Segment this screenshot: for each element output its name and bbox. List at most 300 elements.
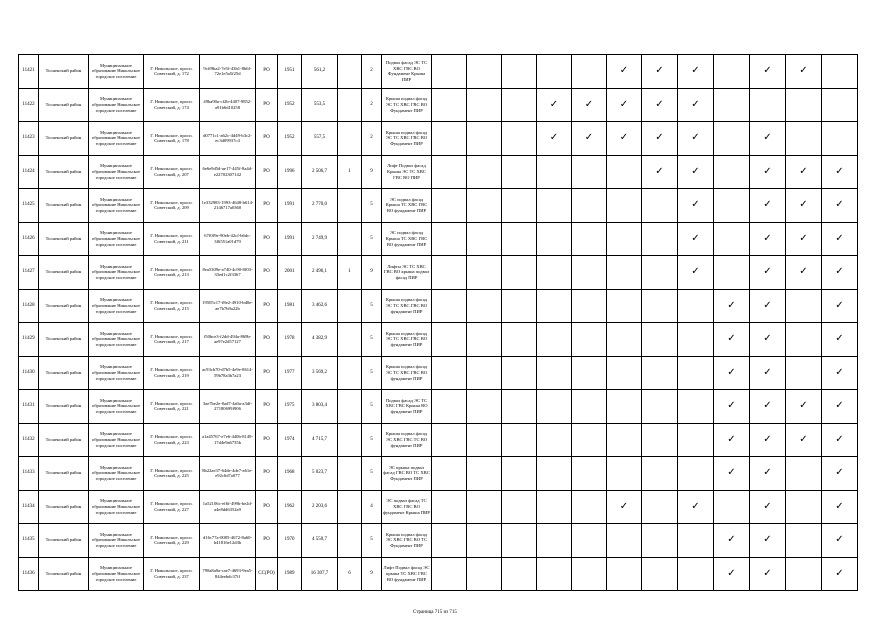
- district-cell: Тосненский район: [39, 289, 89, 323]
- empty-cell: [607, 356, 642, 390]
- empty-cell: [502, 222, 537, 256]
- check-icon: ✓: [750, 122, 786, 156]
- empty-cell: [467, 222, 502, 256]
- municipality-cell: Муниципальное образование Никольское городское поселение: [89, 390, 144, 424]
- empty-cell: [714, 88, 750, 122]
- district-cell: Тосненский район: [39, 490, 89, 524]
- check-icon: ✓: [642, 122, 678, 156]
- district-cell: Тосненский район: [39, 122, 89, 156]
- works-cell: ЭС подвал фасад Крыша ТС ХВС ГВС ВО фундамент ПИР: [382, 189, 432, 223]
- check-icon: ✓: [714, 423, 750, 457]
- address-cell: Г. Никольское, просп. Советский, д. 209: [144, 189, 200, 223]
- empty-cell: [502, 323, 537, 357]
- row-number: 11435: [19, 524, 39, 558]
- area-cell: 2 203,6: [302, 490, 338, 524]
- district-cell: Тосненский район: [39, 557, 89, 591]
- row-number: 11424: [19, 155, 39, 189]
- area-cell: 4 550,7: [302, 524, 338, 558]
- floors-max-cell: 5: [362, 356, 382, 390]
- floors-max-cell: 5: [362, 222, 382, 256]
- area-cell: 561,2: [302, 55, 338, 89]
- empty-cell: [607, 323, 642, 357]
- check-icon: ✓: [607, 55, 642, 89]
- check-icon: ✓: [750, 557, 786, 591]
- address-cell: Г. Никольское, просп. Советский, д. 178: [144, 122, 200, 156]
- guid-cell: f50bce3-f2dd-494a-869b-ae97e2d57127: [200, 323, 256, 357]
- works-cell: Подвал фасад ЭС ТС ХВС ГВС ВО Фундамент Крыша ПИР: [382, 55, 432, 89]
- check-icon: ✓: [822, 457, 858, 491]
- empty-cell: [467, 557, 502, 591]
- empty-cell: [432, 457, 467, 491]
- district-cell: Тосненский район: [39, 423, 89, 457]
- table-row: [19, 524, 858, 558]
- empty-cell: [537, 356, 572, 390]
- area-cell: 2 770,0: [302, 189, 338, 223]
- table-row: [19, 222, 858, 256]
- empty-cell: [432, 88, 467, 122]
- empty-cell: [714, 256, 750, 290]
- check-icon: ✓: [822, 557, 858, 591]
- floors-max-cell: 9: [362, 256, 382, 290]
- form-cell: СС(РО): [256, 557, 278, 591]
- row-number: 11427: [19, 256, 39, 290]
- empty-cell: [750, 88, 786, 122]
- row-number: 11423: [19, 122, 39, 156]
- municipality-cell: Муниципальное образование Никольское городское поселение: [89, 155, 144, 189]
- check-icon: ✓: [822, 524, 858, 558]
- area-cell: 5 023,7: [302, 457, 338, 491]
- check-icon: ✓: [750, 323, 786, 357]
- form-cell: РО: [256, 222, 278, 256]
- address-cell: Г. Никольское, просп. Советский, д. 227: [144, 490, 200, 524]
- empty-cell: [786, 122, 822, 156]
- empty-cell: [432, 524, 467, 558]
- table-row: [19, 155, 858, 189]
- works-cell: Крыша подвал фасад ЭС ТС ХВС ГВС ВО фундамент ПИР: [382, 323, 432, 357]
- guid-cell: 8ea5309e-a740-4c90-8f03-33ed1c2f3367: [200, 256, 256, 290]
- municipality-cell: Муниципальное образование Никольское городское поселение: [89, 356, 144, 390]
- floors-max-cell: 5: [362, 524, 382, 558]
- works-cell: Лифт Подвал фасад Крыша ЭС ТС ХВС ГВС ВО ПИР: [382, 155, 432, 189]
- empty-cell: [432, 390, 467, 424]
- municipality-cell: Муниципальное образование Никольское городское поселение: [89, 55, 144, 89]
- municipality-cell: Муниципальное образование Никольское городское поселение: [89, 423, 144, 457]
- check-icon: ✓: [750, 55, 786, 89]
- floors-max-cell: 2: [362, 88, 382, 122]
- check-icon: ✓: [822, 289, 858, 323]
- area-cell: 16 307,7: [302, 557, 338, 591]
- year-cell: 1951: [278, 55, 302, 89]
- empty-cell: [537, 189, 572, 223]
- form-cell: РО: [256, 189, 278, 223]
- floors-max-cell: 2: [362, 122, 382, 156]
- address-cell: Г. Никольское, просп. Советский, д. 219: [144, 356, 200, 390]
- empty-cell: [822, 55, 858, 89]
- address-cell: Г. Никольское, просп. Советский, д. 217: [144, 323, 200, 357]
- empty-cell: [714, 189, 750, 223]
- address-cell: Г. Никольское, просп. Советский, д. 213: [144, 256, 200, 290]
- form-cell: РО: [256, 55, 278, 89]
- check-icon: ✓: [822, 390, 858, 424]
- check-icon: ✓: [786, 222, 822, 256]
- floors-min-cell: [338, 88, 362, 122]
- empty-cell: [642, 524, 678, 558]
- check-icon: ✓: [822, 189, 858, 223]
- row-number: 11426: [19, 222, 39, 256]
- empty-cell: [537, 222, 572, 256]
- form-cell: РО: [256, 88, 278, 122]
- empty-cell: [467, 490, 502, 524]
- floors-max-cell: 5: [362, 457, 382, 491]
- municipality-cell: Муниципальное образование Никольское городское поселение: [89, 256, 144, 290]
- address-cell: Г. Никольское, просп. Советский, д. 221: [144, 390, 200, 424]
- municipality-cell: Муниципальное образование Никольское городское поселение: [89, 122, 144, 156]
- floors-min-cell: [338, 55, 362, 89]
- empty-cell: [502, 490, 537, 524]
- empty-cell: [432, 557, 467, 591]
- check-icon: ✓: [750, 423, 786, 457]
- year-cell: 1981: [278, 289, 302, 323]
- empty-cell: [467, 423, 502, 457]
- empty-cell: [678, 289, 714, 323]
- floors-min-cell: [338, 356, 362, 390]
- municipality-cell: Муниципальное образование Никольское городское поселение: [89, 524, 144, 558]
- works-cell: Крыша подвал фасад ЭС ТС ХВС ГВС ВО фундамент ПИР: [382, 289, 432, 323]
- municipality-cell: Муниципальное образование Никольское городское поселение: [89, 457, 144, 491]
- year-cell: 1974: [278, 423, 302, 457]
- district-cell: Тосненский район: [39, 189, 89, 223]
- empty-cell: [502, 356, 537, 390]
- municipality-cell: Муниципальное образование Никольское городское поселение: [89, 490, 144, 524]
- empty-cell: [432, 155, 467, 189]
- floors-min-cell: 1: [338, 155, 362, 189]
- form-cell: РО: [256, 122, 278, 156]
- check-icon: ✓: [714, 390, 750, 424]
- empty-cell: [467, 457, 502, 491]
- year-cell: 1989: [278, 557, 302, 591]
- empty-cell: [714, 122, 750, 156]
- year-cell: 1978: [278, 323, 302, 357]
- empty-cell: [572, 55, 607, 89]
- district-cell: Тосненский район: [39, 155, 89, 189]
- address-cell: Г. Никольское, просп. Советский, д. 172: [144, 55, 200, 89]
- empty-cell: [432, 356, 467, 390]
- empty-cell: [537, 323, 572, 357]
- empty-cell: [572, 490, 607, 524]
- row-number: 11430: [19, 356, 39, 390]
- guid-cell: 3ae7be2e-0ad7-4a0a-a3df-27180699f906: [200, 390, 256, 424]
- empty-cell: [467, 323, 502, 357]
- check-icon: ✓: [822, 256, 858, 290]
- empty-cell: [432, 55, 467, 89]
- guid-cell: ac93cb70-d7b5-4e9e-8614-59b78a3b7a23: [200, 356, 256, 390]
- area-cell: 3 462,6: [302, 289, 338, 323]
- district-cell: Тосненский район: [39, 390, 89, 424]
- empty-cell: [467, 122, 502, 156]
- empty-cell: [432, 490, 467, 524]
- empty-cell: [537, 390, 572, 424]
- floors-max-cell: 2: [362, 55, 382, 89]
- empty-cell: [607, 289, 642, 323]
- empty-cell: [537, 423, 572, 457]
- area-cell: 3 803,4: [302, 390, 338, 424]
- check-icon: ✓: [678, 189, 714, 223]
- row-number: 11422: [19, 88, 39, 122]
- check-icon: ✓: [714, 356, 750, 390]
- row-number: 11432: [19, 423, 39, 457]
- check-icon: ✓: [750, 222, 786, 256]
- empty-cell: [537, 155, 572, 189]
- empty-cell: [642, 490, 678, 524]
- row-number: 11434: [19, 490, 39, 524]
- table-row: [19, 457, 858, 491]
- empty-cell: [678, 457, 714, 491]
- row-number: 11428: [19, 289, 39, 323]
- empty-cell: [572, 356, 607, 390]
- form-cell: РО: [256, 356, 278, 390]
- check-icon: ✓: [786, 155, 822, 189]
- check-icon: ✓: [537, 88, 572, 122]
- year-cell: 1996: [278, 155, 302, 189]
- empty-cell: [607, 557, 642, 591]
- table-row: [19, 356, 858, 390]
- check-icon: ✓: [714, 557, 750, 591]
- table-row: [19, 55, 858, 89]
- district-cell: Тосненский район: [39, 457, 89, 491]
- empty-cell: [432, 289, 467, 323]
- empty-cell: [432, 222, 467, 256]
- check-icon: ✓: [750, 289, 786, 323]
- table-row: [19, 88, 858, 122]
- year-cell: 1991: [278, 189, 302, 223]
- table-row: [19, 256, 858, 290]
- check-icon: ✓: [786, 256, 822, 290]
- empty-cell: [572, 457, 607, 491]
- area-cell: 2 506,7: [302, 155, 338, 189]
- guid-cell: 9cff9ba2-7e5f-43b1-8b6f-72e1e5a5f25d: [200, 55, 256, 89]
- empty-cell: [642, 256, 678, 290]
- check-icon: ✓: [714, 289, 750, 323]
- table-row: [19, 189, 858, 223]
- floors-min-cell: [338, 423, 362, 457]
- table-row: [19, 390, 858, 424]
- empty-cell: [642, 457, 678, 491]
- empty-cell: [607, 256, 642, 290]
- check-icon: ✓: [678, 222, 714, 256]
- empty-cell: [786, 457, 822, 491]
- empty-cell: [537, 289, 572, 323]
- empty-cell: [432, 122, 467, 156]
- form-cell: РО: [256, 323, 278, 357]
- empty-cell: [822, 122, 858, 156]
- empty-cell: [432, 423, 467, 457]
- check-icon: ✓: [572, 122, 607, 156]
- area-cell: 4 715,7: [302, 423, 338, 457]
- check-icon: ✓: [786, 423, 822, 457]
- empty-cell: [502, 122, 537, 156]
- floors-min-cell: 1: [338, 256, 362, 290]
- empty-cell: [432, 323, 467, 357]
- works-cell: Лифты ЭС ТС ХВС ГВС ВО крыша подвал фасад ПИР: [382, 256, 432, 290]
- check-icon: ✓: [750, 390, 786, 424]
- empty-cell: [642, 390, 678, 424]
- floors-max-cell: 5: [362, 323, 382, 357]
- municipality-cell: Муниципальное образование Никольское городское поселение: [89, 557, 144, 591]
- form-cell: РО: [256, 423, 278, 457]
- empty-cell: [642, 222, 678, 256]
- floors-max-cell: 5: [362, 423, 382, 457]
- empty-cell: [678, 524, 714, 558]
- form-cell: РО: [256, 289, 278, 323]
- check-icon: ✓: [607, 490, 642, 524]
- empty-cell: [678, 423, 714, 457]
- empty-cell: [572, 256, 607, 290]
- floors-min-cell: [338, 457, 362, 491]
- district-cell: Тосненский район: [39, 524, 89, 558]
- empty-cell: [607, 524, 642, 558]
- empty-cell: [467, 289, 502, 323]
- area-cell: 553,5: [302, 88, 338, 122]
- empty-cell: [502, 256, 537, 290]
- empty-cell: [467, 256, 502, 290]
- empty-cell: [607, 222, 642, 256]
- district-cell: Тосненский район: [39, 256, 89, 290]
- empty-cell: [467, 390, 502, 424]
- address-cell: Г. Никольское, просп. Советский, д. 229: [144, 524, 200, 558]
- check-icon: ✓: [678, 122, 714, 156]
- empty-cell: [572, 189, 607, 223]
- address-cell: Г. Никольское, просп. Советский, д. 223: [144, 423, 200, 457]
- empty-cell: [467, 189, 502, 223]
- works-cell: Крыша подвал фасад ЭС ТС ХВС ГВС ВО Фундамент ПИР: [382, 88, 432, 122]
- guid-cell: a1a45767-e7e6-440b-8149-17d4e9a6735b: [200, 423, 256, 457]
- check-icon: ✓: [642, 155, 678, 189]
- year-cell: 1970: [278, 524, 302, 558]
- check-icon: ✓: [786, 390, 822, 424]
- empty-cell: [467, 55, 502, 89]
- empty-cell: [502, 423, 537, 457]
- floors-min-cell: 6: [338, 557, 362, 591]
- year-cell: 1952: [278, 122, 302, 156]
- empty-cell: [786, 356, 822, 390]
- check-icon: ✓: [678, 256, 714, 290]
- row-number: 11433: [19, 457, 39, 491]
- check-icon: ✓: [750, 356, 786, 390]
- empty-cell: [642, 323, 678, 357]
- page-footer: Страница 715 из 715: [413, 610, 457, 615]
- area-cell: 557,5: [302, 122, 338, 156]
- empty-cell: [607, 457, 642, 491]
- floors-max-cell: 9: [362, 557, 382, 591]
- floors-max-cell: 4: [362, 490, 382, 524]
- empty-cell: [537, 557, 572, 591]
- empty-cell: [467, 88, 502, 122]
- area-cell: 3 569,2: [302, 356, 338, 390]
- empty-cell: [572, 423, 607, 457]
- works-cell: ЭС крыша подвал фасад ГВС ВО ТС ХВС Фундамент ПИР: [382, 457, 432, 491]
- empty-cell: [714, 222, 750, 256]
- empty-cell: [642, 557, 678, 591]
- empty-cell: [537, 524, 572, 558]
- floors-min-cell: [338, 289, 362, 323]
- district-cell: Тосненский район: [39, 356, 89, 390]
- empty-cell: [714, 155, 750, 189]
- empty-cell: [786, 88, 822, 122]
- floors-min-cell: [338, 390, 362, 424]
- empty-cell: [642, 189, 678, 223]
- empty-cell: [537, 457, 572, 491]
- check-icon: ✓: [750, 256, 786, 290]
- empty-cell: [642, 423, 678, 457]
- check-icon: ✓: [607, 122, 642, 156]
- empty-cell: [786, 524, 822, 558]
- floors-min-cell: [338, 524, 362, 558]
- guid-cell: d0771c1-a62c-4d49-b3c2-ec3d09937c4: [200, 122, 256, 156]
- year-cell: 1968: [278, 457, 302, 491]
- table-row: [19, 423, 858, 457]
- empty-cell: [502, 390, 537, 424]
- table-row: [19, 122, 858, 156]
- empty-cell: [502, 457, 537, 491]
- empty-cell: [607, 189, 642, 223]
- check-icon: ✓: [822, 155, 858, 189]
- guid-cell: 49ba90a-cf2b-4407-9852-a91b6d10258: [200, 88, 256, 122]
- check-icon: ✓: [786, 189, 822, 223]
- guid-cell: d16c77a-0085-4672-8a60-b41816e12d3b: [200, 524, 256, 558]
- form-cell: РО: [256, 155, 278, 189]
- municipality-cell: Муниципальное образование Никольское городское поселение: [89, 289, 144, 323]
- check-icon: ✓: [750, 155, 786, 189]
- check-icon: ✓: [607, 88, 642, 122]
- year-cell: 1991: [278, 222, 302, 256]
- year-cell: 1977: [278, 356, 302, 390]
- address-cell: Г. Никольское, просп. Советский, д. 211: [144, 222, 200, 256]
- check-icon: ✓: [822, 490, 858, 524]
- guid-cell: 798a8a9a-cae7-4693-9ea5-844eebdc37ff: [200, 557, 256, 591]
- empty-cell: [714, 55, 750, 89]
- form-cell: РО: [256, 256, 278, 290]
- address-cell: Г. Никольское, просп. Советский, д. 225: [144, 457, 200, 491]
- municipality-cell: Муниципальное образование Никольское городское поселение: [89, 88, 144, 122]
- empty-cell: [678, 390, 714, 424]
- empty-cell: [572, 323, 607, 357]
- district-cell: Тосненский район: [39, 55, 89, 89]
- address-cell: Г. Никольское, просп. Советский, д. 207: [144, 155, 200, 189]
- floors-min-cell: [338, 490, 362, 524]
- works-cell: Крыша подвал фасад ЭС ХВС ГВС ТС ВО фундамент ПИР: [382, 423, 432, 457]
- guid-cell: 1e332983-1993-4648-b614-2146717a0360: [200, 189, 256, 223]
- district-cell: Тосненский район: [39, 323, 89, 357]
- works-cell: Крыша подвал фасад ЭС ТС ХВС ГВС ВО Фундамент ПИР: [382, 122, 432, 156]
- check-icon: ✓: [642, 55, 678, 89]
- check-icon: ✓: [822, 222, 858, 256]
- municipality-cell: Муниципальное образование Никольское городское поселение: [89, 189, 144, 223]
- area-cell: 2 749,9: [302, 222, 338, 256]
- check-icon: ✓: [750, 490, 786, 524]
- address-cell: Г. Никольское, просп. Советский, д. 174: [144, 88, 200, 122]
- empty-cell: [642, 356, 678, 390]
- guid-cell: 8b22ae37-64de-4de7-a61e-e92c6d7a077: [200, 457, 256, 491]
- guid-cell: 19505c17-f8e2-4910-bd0e-ae7b7b9a22b: [200, 289, 256, 323]
- empty-cell: [467, 155, 502, 189]
- empty-cell: [678, 557, 714, 591]
- floors-max-cell: 9: [362, 155, 382, 189]
- empty-cell: [678, 356, 714, 390]
- guid-cell: 1a52106c-ef6f-499b-be2d-a4e8dd6352a9: [200, 490, 256, 524]
- empty-cell: [502, 524, 537, 558]
- works-cell: Крыша подвал фасад ЭС ТС ХВС ГВС ВО фундамент ПИР: [382, 356, 432, 390]
- municipality-cell: Муниципальное образование Никольское городское поселение: [89, 222, 144, 256]
